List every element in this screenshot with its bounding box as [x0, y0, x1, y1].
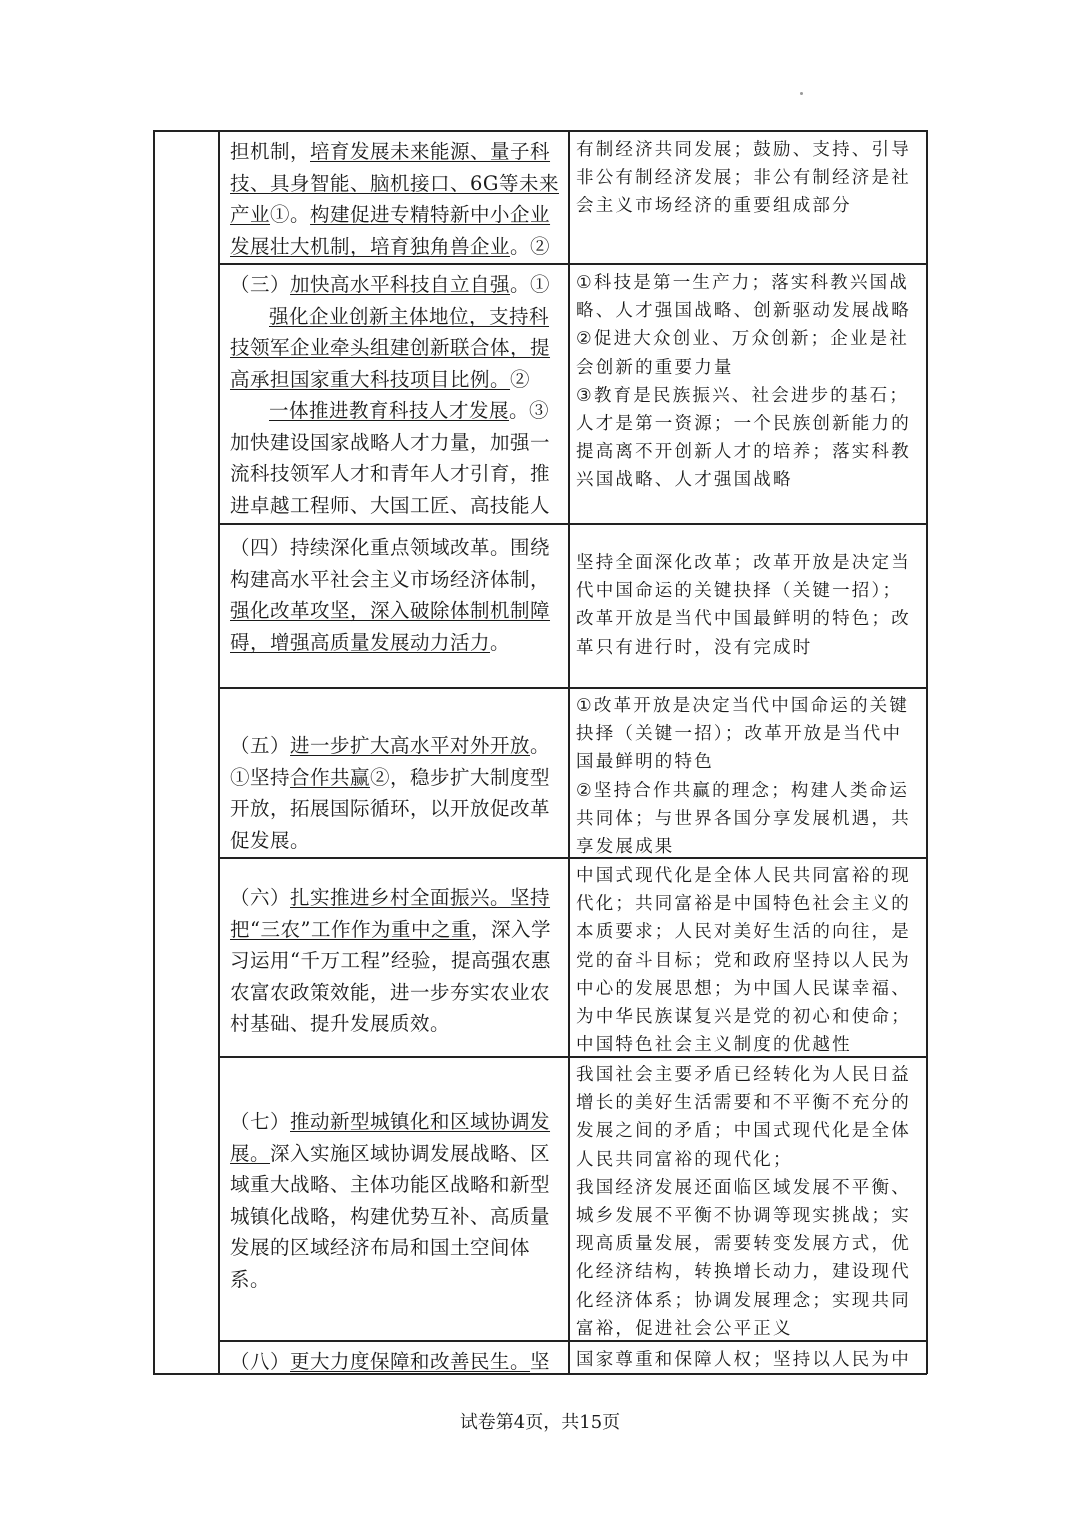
text-span: ①。 — [270, 203, 311, 226]
page-footer: 试卷第4页，共15页 — [459, 1412, 621, 1433]
right-cell — [576, 1342, 920, 1373]
knowledge-point: ②坚持合作共赢的理念；构建人类命运共同体；与世界各国分享发展机遇，共享发展成果 — [576, 780, 911, 856]
knowledge-point: ①改革开放是决定当代中国命运的关键抉择（关键一招）；改革开放是当代中国最鲜明的特色 — [576, 696, 910, 773]
right-cell — [576, 858, 920, 1055]
text-span: 。③加快建设国家战略人才力量，加强一流科技领军人才和青年人才引育，推进卓越工程师、大国工匠、高技能人 — [230, 399, 551, 517]
text-span: ②，稳步扩大制度型开放，拓展国际循环，以开放促改革促发展。 — [230, 765, 551, 852]
left-cell — [224, 528, 564, 686]
knowledge-point: 我国社会主要矛盾已经转化为人民日益增长的美好生活需要和不平衡不充分的发展之间的矛盾；中国式现代化是全体人民共同富裕的现代化； — [576, 1065, 911, 1170]
text-span: 担机制， — [230, 140, 311, 163]
left-cell — [224, 1102, 564, 1339]
underlined-phrase: 更大力度保障和改善民生。 — [290, 1350, 531, 1373]
table-border-col1 — [218, 130, 220, 1374]
text-span: （六） — [230, 886, 291, 909]
left-cell — [224, 132, 564, 262]
right-cell — [576, 132, 920, 262]
text-span: （四）持续深化重点领域改革。围绕构建高水平社会主义市场经济体制， — [230, 536, 551, 591]
row-divider — [218, 523, 927, 525]
underlined-phrase: 强化改革攻坚，深入破除体制机制障碍，增强高质量发展动力活力 — [230, 599, 551, 654]
text-span: （七） — [230, 1110, 291, 1133]
underlined-phrase: 培育发展未来能源、量子科技、具身智能、脑机接口、6G等未来产业 — [230, 140, 559, 226]
text-span: ，深入学习运用“千万工程”经验，提高强农惠农富农政策效能，进一步夯实农业农村基础、提升发展质效。 — [230, 917, 551, 1035]
left-cell — [224, 1342, 564, 1373]
underlined-phrase: 一体推进教育科技人才发展 — [269, 399, 510, 422]
knowledge-point: ③教育是民族振兴、社会进步的基石；人才是第一资源；一个民族创新能力的提高离不开创新人才的培养；落实科教兴国战略、人才强国战略 — [576, 385, 911, 491]
underlined-phrase: 强化企业创新主体地位，支持科技领军企业牵头组建创新联合体，提高承担国家重大科技项目比例。 — [230, 304, 551, 391]
left-cell — [224, 726, 564, 856]
knowledge-point: ①科技是第一生产力；落实科教兴国战略、人才强国战略、创新驱动发展战略 — [576, 273, 911, 322]
text-span: （五） — [230, 734, 291, 757]
right-cell — [576, 688, 920, 856]
underlined-phrase: 进一步扩大高水平对外开放 — [290, 734, 531, 757]
table-border-col2 — [568, 130, 570, 1374]
left-cell — [224, 878, 564, 1055]
text-span: 。 — [490, 630, 511, 654]
knowledge-point: 国家尊重和保障人权；坚持以人民为中 — [576, 1350, 911, 1370]
table-border-bottom — [153, 1373, 927, 1375]
right-cell — [576, 1057, 920, 1339]
underlined-phrase: 合作共赢 — [290, 765, 371, 789]
knowledge-point: 中国式现代化是全体人民共同富裕的现代化；共同富裕是中国特色社会主义的本质要求；人民对美好生活的向往，是党的奋斗目标；党和政府坚持以人民为中心的发展思想；为中国人民谋幸福、为中华民族谋复兴是党的初心和使命；中国特色社会主义制度的优越性 — [576, 866, 911, 1055]
table-border-left — [153, 130, 155, 1374]
underlined-phrase: 加快高水平科技自立自强 — [290, 273, 511, 296]
right-cell — [576, 545, 920, 686]
text-span: 。① — [510, 273, 551, 296]
underlined-phrase: 推动新型城镇化和区域协调发展。 — [230, 1110, 551, 1165]
text-span: 。② — [510, 234, 551, 258]
left-cell — [224, 265, 564, 522]
table-border-right — [926, 130, 928, 1374]
knowledge-point: 我国经济发展还面临区域发展不平衡、城乡发展不平衡不协调等现实挑战；实现高质量发展，需要转变发展方式，优化经济结构，转换增长动力，建设现代化经济体系；协调发展理念；实现共同富裕，促进社会公平正义 — [576, 1177, 911, 1339]
underlined-phrase: 构建促进专精特新中小企业发展壮大机制，培育独角兽企业 — [230, 203, 551, 258]
knowledge-point: 有制经济共同发展；鼓励、支持、引导非公有制经济发展；非公有制经济是社会主义市场经济的重要组成部分 — [576, 140, 911, 217]
scan-speck — [800, 92, 803, 95]
knowledge-point: 坚持全面深化改革；改革开放是决定当代中国命运的关键抉择（关键一招）；改革开放是当代中国最鲜明的特色；改革只有进行时，没有完成时 — [576, 553, 911, 658]
text-span: 。①坚持 — [230, 734, 551, 789]
text-span: ② — [510, 367, 531, 391]
text-span: 深入实施区域协调发展战略、区域重大战略、主体功能区战略和新型城镇化战略，构建优势互补、高质量发展的区域经济布局和国土空间体系。 — [230, 1141, 551, 1291]
knowledge-point: ②促进大众创业、万众创新；企业是社会创新的重要力量 — [576, 329, 910, 378]
text-span: 坚 — [530, 1350, 551, 1373]
text-span: （三） — [230, 273, 291, 296]
underlined-phrase: 扎实推进乡村全面振兴。坚持把“三农”工作作为重中之重 — [230, 886, 551, 941]
text-span: （八） — [230, 1350, 291, 1373]
right-cell — [576, 265, 920, 522]
